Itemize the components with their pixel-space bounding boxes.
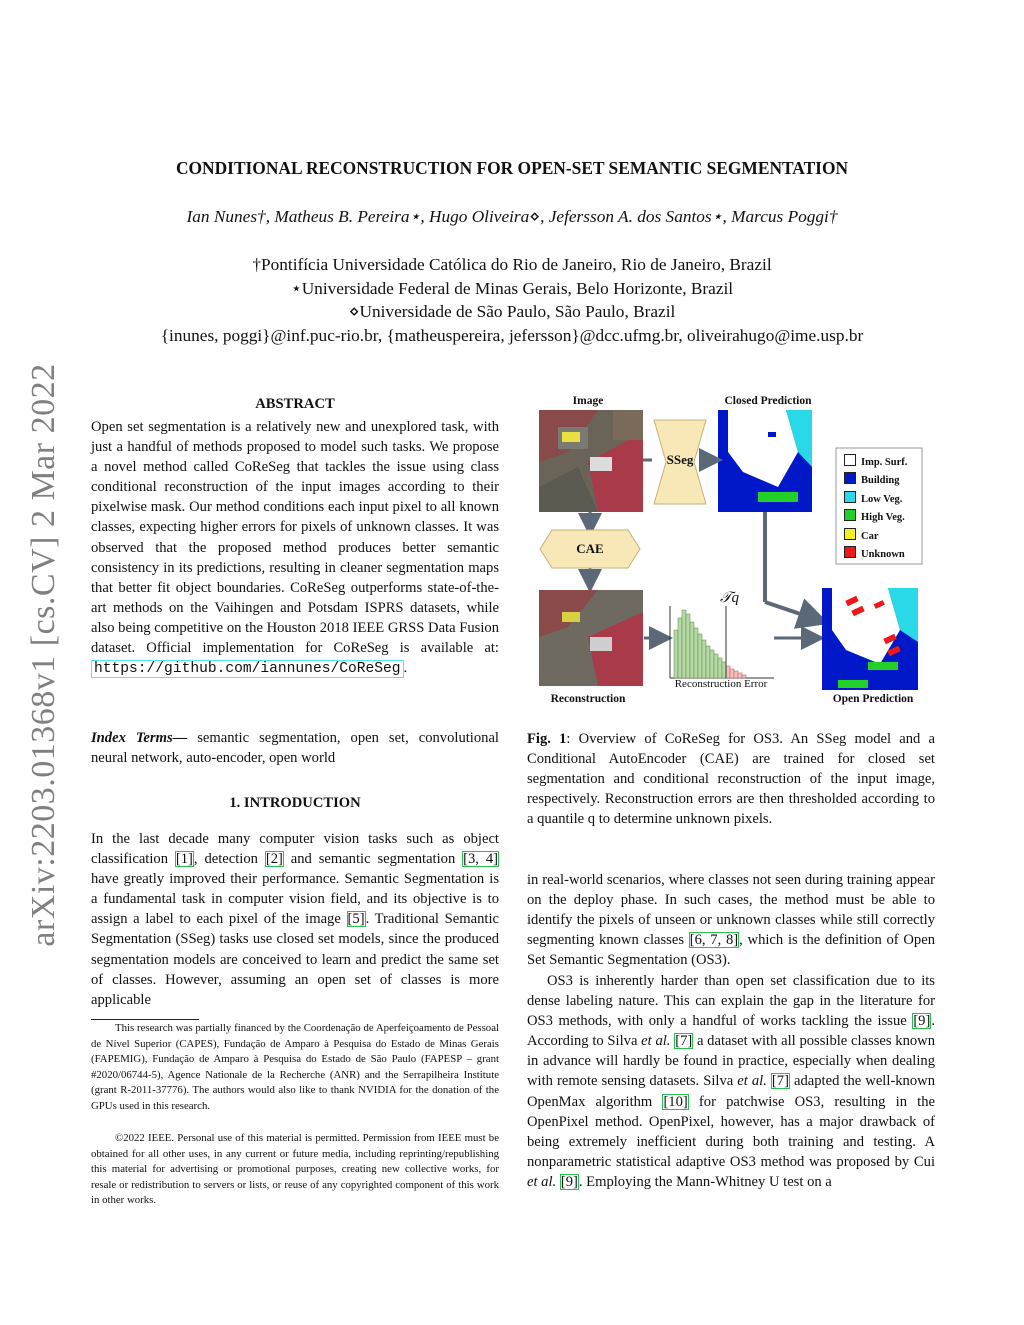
citation-link[interactable]: [1] [175, 851, 193, 868]
footnote-rule [91, 1019, 199, 1020]
affiliation-1: †Pontifícia Universidade Católica do Rio de Janeiro, Rio de Janeiro, Brazil [252, 255, 772, 274]
abstract-body: Open set segmentation is a relatively new and unexplored task, with just a handful of methods proposed to model such tasks. We propose a novel method called CoReSeg that tackles the issue using class conditional reconstruction of the input images according to their pixelwise mask. Our method conditions each input pixel to all known classes, expecting higher errors for pixels of unknown classes. It was observed that the proposed method produces better semantic consistency in its predictions, resulting in cleaner segmentation maps that better fit object boundaries. CoReSeg outperforms state-of-the-art methods on the Vaihingen and Potsdam ISPRS datasets, while also being competitive on the Houston 2018 IEEE GRSS Data Fusion dataset. Official implementation for CoReSeg is available at: https://github.com/iannunes/CoReSeg . [91, 419, 499, 678]
legend-label: Car [861, 531, 879, 542]
legend-item [844, 528, 879, 542]
author-emails: {inunes, poggi}@inf.puc-rio.br, {matheuspereira, jefersson}@dcc.ufmg.br, oliveirahugo@ime.usp.br [160, 326, 864, 345]
legend-item [844, 546, 905, 560]
open-prediction-label: Open Prediction [832, 693, 914, 705]
reconstruction-image [539, 590, 643, 686]
intro-text: et al. [527, 1173, 557, 1190]
intro-text: for patchwise OS3, resulting in the OpenPixel method. OpenPixel, however, has a major drawback of being extremely inefficient during both training and testing. A nonparametric statistical adaptive OS3 method was proposed by Cui [527, 1093, 935, 1170]
citation-link[interactable]: [5] [347, 911, 365, 928]
intro-paragraph-1 [91, 829, 499, 1010]
intro-text: . Traditional Semantic Segmentation (SSeg) tasks use closed set models, since the produced segmentation models are conceived to learn and predict the same set of classes. However, assuming an open set of classes is more applicable [91, 911, 499, 1008]
sseg-label: SSeg [666, 452, 694, 467]
reconstruction-label: Reconstruction [550, 693, 626, 705]
intro-text: In the last decade many computer vision tasks such as object classification [91, 831, 499, 868]
author-list: Ian Nunes†, Matheus B. Pereira⋆, Hugo Oliveira⋄, Jefersson A. dos Santos⋆, Marcus Poggi† [186, 207, 838, 226]
intro-text: a dataset with all possible classes known in advance will hardly be found in practice, especially when dealing with remote sensing datasets. Silva [527, 1033, 936, 1090]
abstract-text: Open set segmentation is a relatively new and unexplored task, with just a handful of methods proposed to model such tasks. We propose a novel method called CoReSeg that tackles the issue using class conditional reconstruction of the input images according to their pixelwise mask. Our method conditions each input pixel to all known classes, expecting higher errors for pixels of unknown classes. It was observed that the proposed method produces better semantic consistency in its predictions, resulting in cleaner segmentation maps that better fit object boundaries. CoReSeg outperforms state-of-the-art methods on the Vaihingen and Potsdam ISPRS datasets, while also being competitive on the Houston 2018 IEEE GRSS Data Fusion dataset. Official implementation for CoReSeg is available at: [91, 419, 499, 657]
legend-swatch [844, 546, 856, 558]
intro-text: OS3 is inherently harder than open set classification due to its dense labeling nature. This can explain the gap in the literature for OS3 methods, with only a handful of works tackling the issue [527, 973, 935, 1030]
citation-link[interactable]: [7] [675, 1033, 693, 1050]
legend-label: Low Veg. [861, 494, 903, 505]
reconstruction-error-histogram [670, 606, 774, 678]
legend-label: Unknown [861, 549, 905, 560]
citation-link[interactable]: [9] [560, 1173, 578, 1190]
intro-text: . Employing the Mann-Whitney U test on a [578, 1173, 832, 1190]
intro-text: adapted the well-known OpenMax algorithm [527, 1073, 935, 1110]
legend-label: Imp. Surf. [861, 457, 908, 468]
intro-text: have greatly improved their performance. Semantic Segmentation is a fundamental task in computer vision field, and its objective is to assign a label to each pixel of the image [91, 871, 499, 928]
image-label: Image [572, 395, 604, 407]
closed-prediction-label: Closed Prediction [724, 395, 812, 407]
index-terms-text: semantic segmentation, open set, convolutional neural network, auto-encoder, open world [91, 730, 499, 767]
cae-label: CAE [576, 541, 604, 556]
citation-link[interactable]: [3, 4] [463, 851, 498, 868]
intro-text: , detection [193, 851, 265, 868]
legend-swatch [844, 509, 856, 521]
legend-swatch [844, 528, 856, 540]
intro-heading: 1. INTRODUCTION [229, 795, 361, 811]
intro-paragraph-2 [527, 971, 935, 1192]
code-repo-link[interactable]: https://github.com/iannunes/CoReSeg [91, 660, 404, 678]
legend-item [844, 509, 905, 523]
arxiv-sidebar-stamp [14, 355, 74, 955]
legend [836, 448, 922, 564]
paper-title: CONDITIONAL RECONSTRUCTION FOR OPEN-SET SEMANTIC SEGMENTATION [175, 158, 849, 178]
arxiv-id: arXiv:2203.01368v1 [cs.CV] 2 Mar 2022 [25, 363, 62, 947]
affiliation-2: ⋆Universidade Federal de Minas Gerais, Belo Horizonte, Brazil [290, 279, 734, 298]
intro-text: et al. [737, 1073, 767, 1090]
intro-text: in real-world scenarios, where classes not seen during training appear on the deploy phase. In such cases, the method must be able to identify the pixels of unseen or unknown classes while still correctly segmenting known classes [527, 872, 935, 949]
legend-item [844, 491, 902, 505]
citation-link[interactable]: [10] [663, 1093, 688, 1110]
citation-link[interactable]: [2] [265, 851, 283, 868]
legend-swatch [844, 472, 856, 484]
figure-1-caption [527, 729, 935, 829]
intro-text: and semantic segmentation [283, 851, 463, 868]
abstract-heading: ABSTRACT [255, 396, 335, 412]
caption-label: Fig. 1 [527, 731, 567, 747]
legend-swatch [844, 454, 856, 466]
intro-text: . According to Silva [527, 1013, 935, 1050]
legend-item [844, 472, 900, 486]
intro-text: et al. [641, 1033, 671, 1050]
index-terms [91, 728, 499, 768]
citation-link[interactable]: [7] [771, 1073, 789, 1090]
closed-prediction-map [718, 410, 812, 512]
citation-link[interactable]: [9] [913, 1013, 931, 1030]
legend-item [844, 454, 907, 468]
intro-text: , which is the definition of Open Set Semantic Segmentation (OS3). [527, 932, 935, 969]
funding-footnote: This research was partially financed by the Coordenação de Aperfeiçoamento de Pessoal de Nível Superior (CAPES), Fundação de Amparo à Pesquisa do Estado de Minas Gerais (FAPEMIG), Fundação de Amparo à Pesquisa do Estado de São Paulo (FAPESP – grant #2020/06744-5), Agence Nationale de la Recherche (ANR) and the Serrapilheira Institute (grant R-2011-37776). The authors would also like to thank NVIDIA for the donation of the GPUs used in this research. [91, 1022, 499, 1112]
legend-label: Building [861, 475, 900, 486]
legend-swatch [844, 491, 856, 503]
legend-label: High Veg. [861, 512, 905, 523]
threshold-symbol: 𝒯q [720, 590, 739, 606]
intro-paragraph-1-continued [527, 870, 935, 970]
caption-text: : Overview of CoReSeg for OS3. An SSeg model and a Conditional AutoEncoder (CAE) are trained for closed set segmentation and conditional reconstruction of the input image, respectively. Reconstruction errors are then thresholded according to a quantile q to determine unknown pixels. [527, 731, 935, 828]
citation-link[interactable]: [6, 7, 8] [689, 932, 739, 949]
copyright-notice: ©2022 IEEE. Personal use of this material is permitted. Permission from IEEE must be obtained for all other uses, in any current or future media, including reprinting/republishing this material for advertising or promotional purposes, creating new collective works, for resale or redistribution to servers or lists, or reuse of any copyrighted component of this work in other works. [91, 1132, 499, 1207]
open-prediction-map [822, 588, 918, 690]
index-terms-label: Index Terms— [91, 730, 188, 746]
reconstruction-error-label: Reconstruction Error [674, 678, 768, 690]
input-image [539, 410, 643, 512]
figure-1 [528, 392, 938, 712]
affiliation-3: ⋄Universidade de São Paulo, São Paulo, Brazil [348, 302, 676, 321]
